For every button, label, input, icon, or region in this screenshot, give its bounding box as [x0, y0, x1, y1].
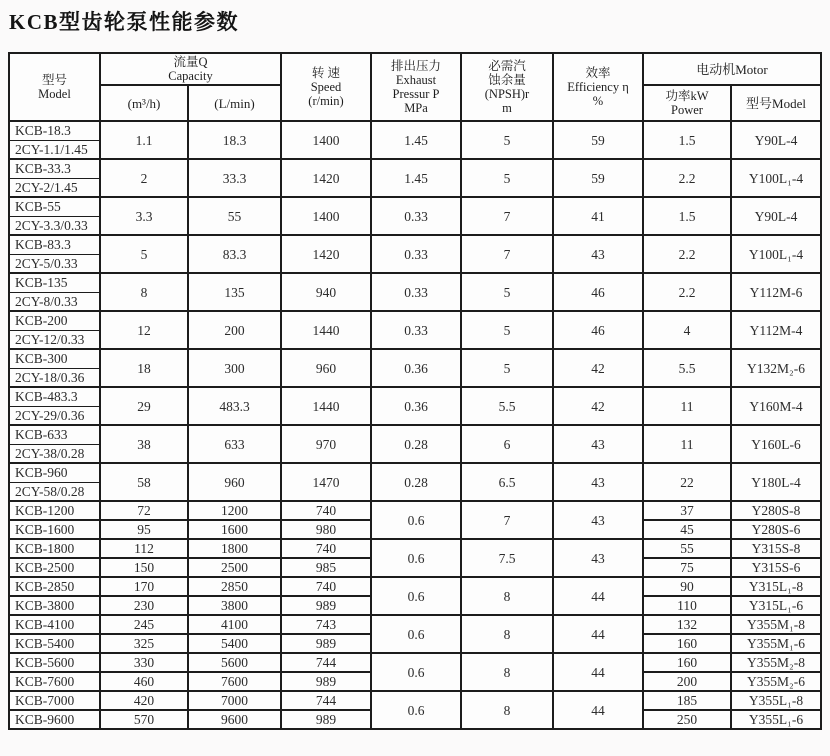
speed-cell: 989 [281, 634, 371, 653]
motor-power-cell: 75 [643, 558, 731, 577]
speed-cell: 1470 [281, 463, 371, 501]
capacity-m3h-cell: 95 [100, 520, 188, 539]
motor-model-cell: Y280S-8 [731, 501, 821, 520]
motor-model-cell: Y112M-4 [731, 311, 821, 349]
efficiency-cell: 44 [553, 577, 643, 615]
header-line: 功率kW [665, 89, 709, 103]
table-row [9, 235, 821, 254]
capacity-m3h-cell: 3.3 [100, 197, 188, 235]
efficiency-cell: 59 [553, 121, 643, 159]
col-header-motor-group: 电动机Motor [643, 53, 821, 85]
capacity-m3h-cell: 58 [100, 463, 188, 501]
speed-cell: 744 [281, 653, 371, 672]
header-line: Model [38, 87, 71, 101]
speed-cell: 1400 [281, 121, 371, 159]
capacity-m3h-cell: 18 [100, 349, 188, 387]
speed-cell: 940 [281, 273, 371, 311]
motor-model-cell: Y355M₁-8 [731, 615, 821, 634]
npsh-cell: 5 [461, 273, 553, 311]
model-kcb-cell: KCB-83.3 [9, 235, 100, 254]
motor-model-cell: Y180L-4 [731, 463, 821, 501]
efficiency-cell: 41 [553, 197, 643, 235]
pressure-cell: 0.6 [371, 577, 461, 615]
capacity-lmin-cell: 5600 [188, 653, 281, 672]
table-row [9, 577, 821, 596]
pressure-cell: 0.36 [371, 387, 461, 425]
capacity-lmin-cell: 7000 [188, 691, 281, 710]
header-row-1 [9, 53, 821, 85]
motor-power-cell: 185 [643, 691, 731, 710]
capacity-m3h-cell: 170 [100, 577, 188, 596]
npsh-cell: 5 [461, 311, 553, 349]
capacity-m3h-cell: 570 [100, 710, 188, 729]
pressure-cell: 0.33 [371, 311, 461, 349]
model-kcb-cell: KCB-33.3 [9, 159, 100, 178]
header-line: 型号 [41, 73, 67, 87]
npsh-cell: 8 [461, 653, 553, 691]
model-kcb-cell: KCB-18.3 [9, 121, 100, 140]
npsh-cell: 7 [461, 235, 553, 273]
header-line: (r/min) [308, 94, 344, 108]
model-kcb-cell: KCB-1200 [9, 501, 100, 520]
model-kcb-cell: KCB-2500 [9, 558, 100, 577]
capacity-m3h-cell: 38 [100, 425, 188, 463]
motor-model-cell: Y315S-6 [731, 558, 821, 577]
model-kcb-cell: KCB-483.3 [9, 387, 100, 406]
table-row [9, 349, 821, 368]
col-header-pressure [371, 53, 461, 121]
motor-model-cell: Y100L₁-4 [731, 235, 821, 273]
speed-cell: 740 [281, 577, 371, 596]
motor-power-cell: 5.5 [643, 349, 731, 387]
capacity-lmin-cell: 300 [188, 349, 281, 387]
model-2cy-cell: 2CY-1.1/1.45 [9, 140, 100, 159]
motor-model-cell: Y355M₂-8 [731, 653, 821, 672]
capacity-lmin-cell: 3800 [188, 596, 281, 615]
capacity-m3h-cell: 460 [100, 672, 188, 691]
header-line: Speed [310, 80, 342, 94]
header-line: (NPSH)r [484, 87, 530, 101]
efficiency-cell: 43 [553, 501, 643, 539]
npsh-cell: 8 [461, 615, 553, 653]
capacity-lmin-cell: 2500 [188, 558, 281, 577]
model-kcb-cell: KCB-1600 [9, 520, 100, 539]
col-header-motor-model: 型号Model [731, 85, 821, 121]
motor-power-cell: 55 [643, 539, 731, 558]
capacity-lmin-cell: 83.3 [188, 235, 281, 273]
table-row [9, 653, 821, 672]
efficiency-cell: 42 [553, 387, 643, 425]
model-kcb-cell: KCB-200 [9, 311, 100, 330]
table-row [9, 387, 821, 406]
efficiency-cell: 44 [553, 691, 643, 729]
col-header-efficiency [553, 53, 643, 121]
motor-model-cell: Y355M₂-6 [731, 672, 821, 691]
motor-power-cell: 1.5 [643, 197, 731, 235]
motor-power-cell: 37 [643, 501, 731, 520]
capacity-m3h-cell: 330 [100, 653, 188, 672]
model-kcb-cell: KCB-5600 [9, 653, 100, 672]
npsh-cell: 8 [461, 577, 553, 615]
efficiency-cell: 42 [553, 349, 643, 387]
col-header-m3h: (m³/h) [100, 85, 188, 121]
npsh-cell: 7 [461, 197, 553, 235]
capacity-lmin-cell: 135 [188, 273, 281, 311]
pressure-cell: 0.33 [371, 273, 461, 311]
model-2cy-cell: 2CY-18/0.36 [9, 368, 100, 387]
npsh-cell: 6 [461, 425, 553, 463]
motor-power-cell: 160 [643, 634, 731, 653]
npsh-cell: 7 [461, 501, 553, 539]
npsh-cell: 5 [461, 121, 553, 159]
col-header-speed [281, 53, 371, 121]
header-line: 转 速 [311, 66, 341, 80]
model-2cy-cell: 2CY-12/0.33 [9, 330, 100, 349]
motor-power-cell: 11 [643, 387, 731, 425]
capacity-lmin-cell: 33.3 [188, 159, 281, 197]
capacity-m3h-cell: 1.1 [100, 121, 188, 159]
header-line: 必需汽 [488, 59, 526, 73]
header-line: MPa [404, 101, 428, 115]
motor-model-cell: Y160M-4 [731, 387, 821, 425]
model-2cy-cell: 2CY-29/0.36 [9, 406, 100, 425]
motor-power-cell: 2.2 [643, 235, 731, 273]
motor-model-cell: Y90L-4 [731, 197, 821, 235]
efficiency-cell: 59 [553, 159, 643, 197]
page [0, 9, 830, 730]
table-row [9, 311, 821, 330]
motor-model-cell: Y315L₁-8 [731, 577, 821, 596]
model-kcb-cell: KCB-135 [9, 273, 100, 292]
motor-power-cell: 132 [643, 615, 731, 634]
capacity-lmin-cell: 1600 [188, 520, 281, 539]
capacity-m3h-cell: 230 [100, 596, 188, 615]
speed-cell: 989 [281, 710, 371, 729]
capacity-lmin-cell: 9600 [188, 710, 281, 729]
pressure-cell: 1.45 [371, 121, 461, 159]
speed-cell: 740 [281, 501, 371, 520]
motor-model-cell: Y355L₁-8 [731, 691, 821, 710]
capacity-m3h-cell: 245 [100, 615, 188, 634]
model-2cy-cell: 2CY-58/0.28 [9, 482, 100, 501]
model-kcb-cell: KCB-633 [9, 425, 100, 444]
efficiency-cell: 46 [553, 311, 643, 349]
npsh-cell: 6.5 [461, 463, 553, 501]
model-kcb-cell: KCB-3800 [9, 596, 100, 615]
motor-power-cell: 22 [643, 463, 731, 501]
capacity-m3h-cell: 420 [100, 691, 188, 710]
table-row [9, 691, 821, 710]
capacity-lmin-cell: 200 [188, 311, 281, 349]
model-kcb-cell: KCB-7600 [9, 672, 100, 691]
speed-cell: 1420 [281, 235, 371, 273]
header-line: m [502, 101, 512, 115]
capacity-lmin-cell: 1200 [188, 501, 281, 520]
motor-power-cell: 45 [643, 520, 731, 539]
motor-model-cell: Y90L-4 [731, 121, 821, 159]
speed-cell: 744 [281, 691, 371, 710]
efficiency-cell: 43 [553, 425, 643, 463]
table-row [9, 501, 821, 520]
npsh-cell: 5 [461, 159, 553, 197]
header-line: 蚀余量 [488, 73, 526, 87]
model-kcb-cell: KCB-55 [9, 197, 100, 216]
capacity-lmin-cell: 633 [188, 425, 281, 463]
header-line: Exhaust [395, 73, 437, 87]
header-line: Capacity [168, 69, 213, 83]
table-body [9, 121, 821, 729]
motor-power-cell: 11 [643, 425, 731, 463]
model-kcb-cell: KCB-9600 [9, 710, 100, 729]
speed-cell: 743 [281, 615, 371, 634]
npsh-cell: 8 [461, 691, 553, 729]
col-header-capacity [100, 53, 281, 85]
motor-power-cell: 250 [643, 710, 731, 729]
efficiency-cell: 46 [553, 273, 643, 311]
pressure-cell: 0.6 [371, 691, 461, 729]
capacity-lmin-cell: 483.3 [188, 387, 281, 425]
pressure-cell: 0.33 [371, 235, 461, 273]
efficiency-cell: 43 [553, 463, 643, 501]
speed-cell: 960 [281, 349, 371, 387]
table-row [9, 615, 821, 634]
capacity-m3h-cell: 2 [100, 159, 188, 197]
motor-power-cell: 2.2 [643, 159, 731, 197]
npsh-cell: 5 [461, 349, 553, 387]
table-row [9, 463, 821, 482]
model-kcb-cell: KCB-7000 [9, 691, 100, 710]
pressure-cell: 0.6 [371, 615, 461, 653]
page-title: KCB型齿轮泵性能参数 [9, 10, 240, 34]
npsh-cell: 5.5 [461, 387, 553, 425]
pressure-cell: 0.6 [371, 539, 461, 577]
model-kcb-cell: KCB-960 [9, 463, 100, 482]
speed-cell: 1440 [281, 311, 371, 349]
header-line: Pressur P [392, 87, 440, 101]
capacity-lmin-cell: 4100 [188, 615, 281, 634]
motor-power-cell: 160 [643, 653, 731, 672]
speed-cell: 1420 [281, 159, 371, 197]
motor-power-cell: 200 [643, 672, 731, 691]
model-kcb-cell: KCB-2850 [9, 577, 100, 596]
motor-power-cell: 90 [643, 577, 731, 596]
motor-model-cell: Y160L-6 [731, 425, 821, 463]
capacity-lmin-cell: 55 [188, 197, 281, 235]
col-header-model [9, 53, 100, 121]
model-2cy-cell: 2CY-38/0.28 [9, 444, 100, 463]
motor-model-cell: Y355M₁-6 [731, 634, 821, 653]
model-kcb-cell: KCB-5400 [9, 634, 100, 653]
capacity-m3h-cell: 72 [100, 501, 188, 520]
capacity-m3h-cell: 325 [100, 634, 188, 653]
table-row [9, 159, 821, 178]
capacity-lmin-cell: 7600 [188, 672, 281, 691]
table-row [9, 197, 821, 216]
col-header-lmin: (L/min) [188, 85, 281, 121]
model-kcb-cell: KCB-1800 [9, 539, 100, 558]
capacity-m3h-cell: 150 [100, 558, 188, 577]
pressure-cell: 1.45 [371, 159, 461, 197]
speed-cell: 1400 [281, 197, 371, 235]
motor-power-cell: 110 [643, 596, 731, 615]
header-line: % [592, 94, 604, 108]
speed-cell: 980 [281, 520, 371, 539]
npsh-cell: 7.5 [461, 539, 553, 577]
col-header-power [643, 85, 731, 121]
model-kcb-cell: KCB-4100 [9, 615, 100, 634]
header-line: 效率 [585, 66, 611, 80]
speed-cell: 1440 [281, 387, 371, 425]
capacity-lmin-cell: 1800 [188, 539, 281, 558]
model-kcb-cell: KCB-300 [9, 349, 100, 368]
motor-power-cell: 1.5 [643, 121, 731, 159]
capacity-m3h-cell: 112 [100, 539, 188, 558]
motor-power-cell: 4 [643, 311, 731, 349]
model-2cy-cell: 2CY-5/0.33 [9, 254, 100, 273]
speed-cell: 985 [281, 558, 371, 577]
motor-power-cell: 2.2 [643, 273, 731, 311]
header-line: Efficiency η [567, 80, 629, 94]
pressure-cell: 0.28 [371, 463, 461, 501]
pressure-cell: 0.36 [371, 349, 461, 387]
capacity-m3h-cell: 5 [100, 235, 188, 273]
capacity-m3h-cell: 8 [100, 273, 188, 311]
capacity-lmin-cell: 2850 [188, 577, 281, 596]
motor-model-cell: Y315L₁-6 [731, 596, 821, 615]
motor-model-cell: Y132M₂-6 [731, 349, 821, 387]
capacity-lmin-cell: 18.3 [188, 121, 281, 159]
motor-model-cell: Y280S-6 [731, 520, 821, 539]
model-2cy-cell: 2CY-8/0.33 [9, 292, 100, 311]
speed-cell: 989 [281, 596, 371, 615]
pressure-cell: 0.6 [371, 653, 461, 691]
efficiency-cell: 43 [553, 235, 643, 273]
efficiency-cell: 44 [553, 653, 643, 691]
table-row [9, 273, 821, 292]
pressure-cell: 0.33 [371, 197, 461, 235]
header-line: 排出压力 [390, 59, 441, 73]
model-2cy-cell: 2CY-2/1.45 [9, 178, 100, 197]
pressure-cell: 0.6 [371, 501, 461, 539]
capacity-m3h-cell: 12 [100, 311, 188, 349]
pump-spec-table [8, 52, 822, 730]
header-line: Power [671, 103, 703, 117]
table-row [9, 121, 821, 140]
header-line: 流量Q [173, 55, 208, 69]
table-header [9, 53, 821, 121]
speed-cell: 970 [281, 425, 371, 463]
capacity-m3h-cell: 29 [100, 387, 188, 425]
motor-model-cell: Y355L₁-6 [731, 710, 821, 729]
capacity-lmin-cell: 960 [188, 463, 281, 501]
motor-model-cell: Y315S-8 [731, 539, 821, 558]
table-row [9, 539, 821, 558]
motor-model-cell: Y112M-6 [731, 273, 821, 311]
col-header-npsh [461, 53, 553, 121]
motor-model-cell: Y100L₁-4 [731, 159, 821, 197]
speed-cell: 740 [281, 539, 371, 558]
speed-cell: 989 [281, 672, 371, 691]
pressure-cell: 0.28 [371, 425, 461, 463]
efficiency-cell: 43 [553, 539, 643, 577]
model-2cy-cell: 2CY-3.3/0.33 [9, 216, 100, 235]
capacity-lmin-cell: 5400 [188, 634, 281, 653]
efficiency-cell: 44 [553, 615, 643, 653]
table-row [9, 425, 821, 444]
